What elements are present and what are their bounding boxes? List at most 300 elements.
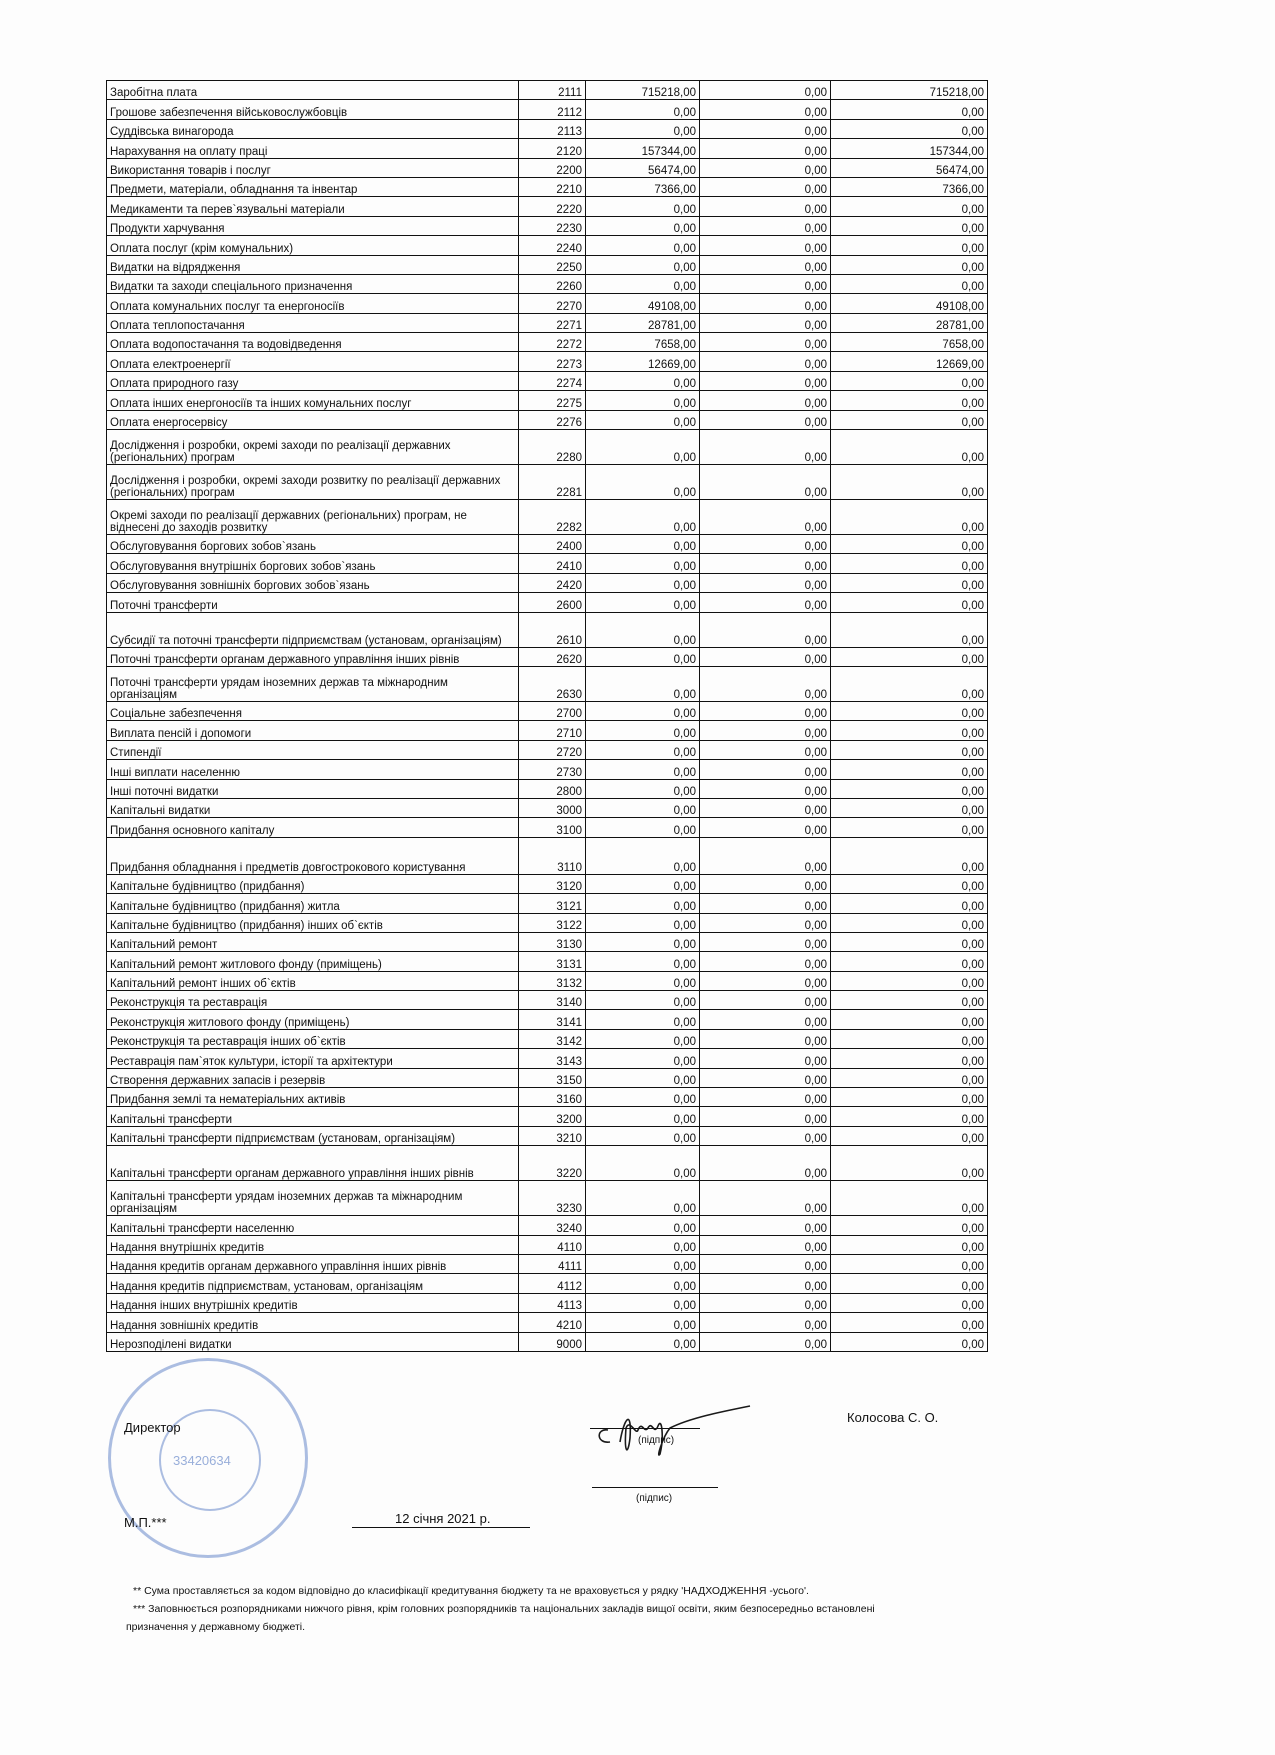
cell-v2: 0,00	[700, 666, 831, 701]
cell-code: 3160	[519, 1088, 586, 1107]
cell-v1: 0,00	[586, 535, 700, 554]
cell-code: 2800	[519, 779, 586, 798]
table-row	[107, 913, 988, 932]
cell-code: 2282	[519, 500, 586, 535]
cell-name: Надання кредитів органам державного управління інших рівнів	[107, 1254, 519, 1273]
cell-v1: 0,00	[586, 721, 700, 740]
cell-v2: 0,00	[700, 837, 831, 874]
stamp-code: 33420634	[173, 1453, 231, 1468]
table-row	[107, 1107, 988, 1126]
cell-name: Капітальне будівництво (придбання) житла	[107, 894, 519, 913]
cell-v3: 0,00	[831, 1126, 988, 1145]
cell-code: 2260	[519, 274, 586, 293]
table-row	[107, 554, 988, 573]
cell-v2: 0,00	[700, 573, 831, 592]
cell-v3: 0,00	[831, 1274, 988, 1293]
cell-code: 2220	[519, 197, 586, 216]
cell-name: Продукти харчування	[107, 216, 519, 235]
cell-v2: 0,00	[700, 874, 831, 893]
cell-v1: 0,00	[586, 593, 700, 612]
cell-v2: 0,00	[700, 100, 831, 119]
cell-v3: 0,00	[831, 119, 988, 138]
cell-code: 2280	[519, 430, 586, 465]
cell-v2: 0,00	[700, 177, 831, 196]
table-row	[107, 1029, 988, 1048]
cell-v2: 0,00	[700, 818, 831, 837]
cell-v2: 0,00	[700, 1332, 831, 1351]
cell-v2: 0,00	[700, 1126, 831, 1145]
cell-v2: 0,00	[700, 612, 831, 647]
footnote-1: ** Сума проставляється за кодом відповідно до класифікації кредитування бюджету та не враховується у рядку 'НАДХОДЖЕННЯ -усього'.	[133, 1585, 809, 1597]
table-row	[107, 294, 988, 313]
cell-v1: 0,00	[586, 236, 700, 255]
table-row	[107, 740, 988, 759]
cell-v2: 0,00	[700, 991, 831, 1010]
cell-code: 3140	[519, 991, 586, 1010]
cell-v1: 0,00	[586, 874, 700, 893]
cell-code: 4112	[519, 1274, 586, 1293]
cell-v1: 0,00	[586, 1274, 700, 1293]
cell-name: Придбання землі та нематеріальних активів	[107, 1088, 519, 1107]
table-row	[107, 573, 988, 592]
cell-v1: 0,00	[586, 1068, 700, 1087]
cell-code: 2630	[519, 666, 586, 701]
seal-label: М.П.***	[124, 1515, 167, 1530]
cell-name: Оплата енергосервісу	[107, 410, 519, 429]
cell-code: 2275	[519, 391, 586, 410]
cell-name: Оплата інших енергоносіїв та інших комунальних послуг	[107, 391, 519, 410]
cell-v3: 0,00	[831, 932, 988, 951]
cell-name: Капітальні трансферти	[107, 1107, 519, 1126]
cell-name: Субсидії та поточні трансферти підприємствам (установам, організаціям)	[107, 612, 519, 647]
cell-v2: 0,00	[700, 139, 831, 158]
cell-v2: 0,00	[700, 1313, 831, 1332]
table-row	[107, 1181, 988, 1216]
cell-code: 9000	[519, 1332, 586, 1351]
cell-name: Оплата природного газу	[107, 371, 519, 390]
cell-v1: 0,00	[586, 913, 700, 932]
cell-v1: 7366,00	[586, 177, 700, 196]
cell-v1: 0,00	[586, 798, 700, 817]
cell-v1: 0,00	[586, 740, 700, 759]
table-row	[107, 1293, 988, 1312]
signature-line-2	[592, 1487, 718, 1488]
cell-v2: 0,00	[700, 294, 831, 313]
table-row	[107, 874, 988, 893]
cell-v2: 0,00	[700, 410, 831, 429]
cell-v1: 0,00	[586, 818, 700, 837]
table-row	[107, 1049, 988, 1068]
cell-code: 2272	[519, 333, 586, 352]
cell-v1: 0,00	[586, 465, 700, 500]
cell-code: 2276	[519, 410, 586, 429]
table-row	[107, 1068, 988, 1087]
cell-v1: 0,00	[586, 894, 700, 913]
cell-code: 2274	[519, 371, 586, 390]
cell-v3: 0,00	[831, 740, 988, 759]
cell-v3: 0,00	[831, 991, 988, 1010]
cell-v3: 0,00	[831, 666, 988, 701]
cell-v2: 0,00	[700, 535, 831, 554]
cell-v3: 0,00	[831, 573, 988, 592]
cell-v1: 0,00	[586, 1181, 700, 1216]
cell-v3: 0,00	[831, 647, 988, 666]
cell-name: Капітальні трансферти населенню	[107, 1216, 519, 1235]
cell-code: 3200	[519, 1107, 586, 1126]
cell-name: Капітальне будівництво (придбання)	[107, 874, 519, 893]
cell-v1: 0,00	[586, 1216, 700, 1235]
cell-v3: 0,00	[831, 779, 988, 798]
cell-name: Оплата теплопостачання	[107, 313, 519, 332]
table-row	[107, 255, 988, 274]
table-row	[107, 952, 988, 971]
table-row	[107, 352, 988, 371]
cell-v2: 0,00	[700, 740, 831, 759]
cell-name: Надання кредитів підприємствам, установам, організаціям	[107, 1274, 519, 1293]
cell-v2: 0,00	[700, 500, 831, 535]
cell-v3: 0,00	[831, 1068, 988, 1087]
cell-code: 4210	[519, 1313, 586, 1332]
cell-v3: 0,00	[831, 430, 988, 465]
cell-code: 3132	[519, 971, 586, 990]
table-row	[107, 971, 988, 990]
cell-v2: 0,00	[700, 1274, 831, 1293]
cell-v1: 0,00	[586, 119, 700, 138]
cell-code: 2400	[519, 535, 586, 554]
table-row	[107, 100, 988, 119]
cell-name: Суддівська винагорода	[107, 119, 519, 138]
cell-v1: 715218,00	[586, 81, 700, 100]
cell-v1: 49108,00	[586, 294, 700, 313]
cell-v3: 0,00	[831, 894, 988, 913]
cell-v3: 0,00	[831, 1029, 988, 1048]
cell-v1: 0,00	[586, 1254, 700, 1273]
cell-v3: 157344,00	[831, 139, 988, 158]
table-row	[107, 535, 988, 554]
cell-v3: 0,00	[831, 612, 988, 647]
cell-code: 3141	[519, 1010, 586, 1029]
cell-v1: 0,00	[586, 255, 700, 274]
cell-v3: 28781,00	[831, 313, 988, 332]
table-row	[107, 500, 988, 535]
cell-v2: 0,00	[700, 1029, 831, 1048]
cell-v1: 0,00	[586, 1313, 700, 1332]
cell-v2: 0,00	[700, 391, 831, 410]
cell-v1: 0,00	[586, 573, 700, 592]
cell-name: Медикаменти та перев`язувальні матеріали	[107, 197, 519, 216]
cell-v3: 0,00	[831, 760, 988, 779]
cell-code: 3220	[519, 1146, 586, 1181]
cell-code: 2200	[519, 158, 586, 177]
table-row	[107, 1126, 988, 1145]
table-row	[107, 1010, 988, 1029]
cell-v3: 0,00	[831, 391, 988, 410]
cell-name: Поточні трансферти урядам іноземних держав та міжнародним організаціям	[107, 666, 519, 701]
cell-v3: 0,00	[831, 798, 988, 817]
cell-v3: 0,00	[831, 274, 988, 293]
cell-v2: 0,00	[700, 554, 831, 573]
cell-v1: 0,00	[586, 932, 700, 951]
cell-v2: 0,00	[700, 236, 831, 255]
cell-name: Грошове забезпечення військовослужбовців	[107, 100, 519, 119]
cell-v3: 0,00	[831, 952, 988, 971]
cell-v2: 0,00	[700, 721, 831, 740]
cell-name: Інші поточні видатки	[107, 779, 519, 798]
cell-v3: 0,00	[831, 593, 988, 612]
cell-name: Капітальний ремонт житлового фонду (приміщень)	[107, 952, 519, 971]
cell-name: Капітальні трансферти підприємствам (установам, організаціям)	[107, 1126, 519, 1145]
cell-v1: 0,00	[586, 1293, 700, 1312]
cell-v3: 0,00	[831, 971, 988, 990]
cell-v2: 0,00	[700, 913, 831, 932]
cell-name: Дослідження і розробки, окремі заходи по реалізації державних (регіональних) програм	[107, 430, 519, 465]
cell-v2: 0,00	[700, 313, 831, 332]
cell-name: Створення державних запасів і резервів	[107, 1068, 519, 1087]
table-row	[107, 760, 988, 779]
cell-v1: 0,00	[586, 647, 700, 666]
footnote-2: *** Заповнюється розпорядниками нижчого рівня, крім головних розпорядників та національних закладів вищої освіти, яким безпосередньо встановлені	[133, 1603, 875, 1615]
cell-v3: 0,00	[831, 1107, 988, 1126]
cell-v3: 0,00	[831, 818, 988, 837]
table-row	[107, 1313, 988, 1332]
cell-name: Капітальні трансферти органам державного управління інших рівнів	[107, 1146, 519, 1181]
cell-v1: 0,00	[586, 410, 700, 429]
cell-code: 2250	[519, 255, 586, 274]
table-row	[107, 991, 988, 1010]
cell-v2: 0,00	[700, 119, 831, 138]
cell-name: Нарахування на оплату праці	[107, 139, 519, 158]
table-row	[107, 1332, 988, 1351]
cell-v1: 0,00	[586, 666, 700, 701]
table-row	[107, 1216, 988, 1235]
table-row	[107, 647, 988, 666]
cell-name: Використання товарів і послуг	[107, 158, 519, 177]
table-row	[107, 313, 988, 332]
cell-v3: 0,00	[831, 100, 988, 119]
signature-caption-1: (підпис)	[638, 1435, 675, 1446]
cell-v2: 0,00	[700, 274, 831, 293]
cell-code: 2273	[519, 352, 586, 371]
cell-v2: 0,00	[700, 465, 831, 500]
cell-v3: 0,00	[831, 410, 988, 429]
cell-name: Надання інших внутрішніх кредитів	[107, 1293, 519, 1312]
cell-code: 2730	[519, 760, 586, 779]
cell-v3: 0,00	[831, 1235, 988, 1254]
cell-v3: 0,00	[831, 1146, 988, 1181]
cell-name: Соціальне забезпечення	[107, 701, 519, 720]
table-row	[107, 197, 988, 216]
cell-code: 2600	[519, 593, 586, 612]
table-row	[107, 274, 988, 293]
cell-code: 2271	[519, 313, 586, 332]
cell-v1: 0,00	[586, 971, 700, 990]
table-row	[107, 119, 988, 138]
table-row	[107, 158, 988, 177]
cell-v1: 0,00	[586, 837, 700, 874]
cell-name: Обслуговування боргових зобов`язань	[107, 535, 519, 554]
cell-v1: 0,00	[586, 391, 700, 410]
cell-code: 3122	[519, 913, 586, 932]
cell-v1: 0,00	[586, 779, 700, 798]
cell-name: Капітальний ремонт	[107, 932, 519, 951]
table-row	[107, 818, 988, 837]
cell-name: Інші виплати населенню	[107, 760, 519, 779]
cell-code: 2112	[519, 100, 586, 119]
cell-v3: 0,00	[831, 197, 988, 216]
cell-v3: 0,00	[831, 371, 988, 390]
cell-v2: 0,00	[700, 932, 831, 951]
table-row	[107, 666, 988, 701]
cell-v1: 0,00	[586, 1029, 700, 1048]
cell-v2: 0,00	[700, 593, 831, 612]
cell-v1: 0,00	[586, 100, 700, 119]
cell-code: 3130	[519, 932, 586, 951]
cell-name: Предмети, матеріали, обладнання та інвентар	[107, 177, 519, 196]
cell-name: Обслуговування внутрішніх боргових зобов`язань	[107, 554, 519, 573]
cell-code: 3142	[519, 1029, 586, 1048]
cell-v1: 0,00	[586, 1332, 700, 1351]
table-row	[107, 1274, 988, 1293]
cell-code: 2281	[519, 465, 586, 500]
cell-code: 3110	[519, 837, 586, 874]
cell-v2: 0,00	[700, 1181, 831, 1216]
cell-v3: 0,00	[831, 255, 988, 274]
cell-v1: 0,00	[586, 274, 700, 293]
cell-v1: 0,00	[586, 612, 700, 647]
cell-name: Реконструкція та реставрація інших об`єктів	[107, 1029, 519, 1048]
cell-v3: 0,00	[831, 1216, 988, 1235]
cell-v3: 7658,00	[831, 333, 988, 352]
cell-v1: 0,00	[586, 430, 700, 465]
cell-v2: 0,00	[700, 197, 831, 216]
cell-name: Оплата послуг (крім комунальних)	[107, 236, 519, 255]
cell-v2: 0,00	[700, 430, 831, 465]
cell-v1: 0,00	[586, 1126, 700, 1145]
cell-name: Капітальне будівництво (придбання) інших об`єктів	[107, 913, 519, 932]
cell-v3: 0,00	[831, 1049, 988, 1068]
cell-code: 2710	[519, 721, 586, 740]
cell-v2: 0,00	[700, 352, 831, 371]
table-row	[107, 139, 988, 158]
signature-line-1	[590, 1428, 700, 1429]
cell-v3: 0,00	[831, 721, 988, 740]
table-row	[107, 721, 988, 740]
cell-v1: 0,00	[586, 371, 700, 390]
table-row	[107, 1235, 988, 1254]
cell-name: Надання зовнішніх кредитів	[107, 1313, 519, 1332]
cell-code: 2410	[519, 554, 586, 573]
cell-code: 2620	[519, 647, 586, 666]
cell-v2: 0,00	[700, 1088, 831, 1107]
cell-v2: 0,00	[700, 779, 831, 798]
signature-caption-2: (підпис)	[636, 1493, 673, 1504]
cell-code: 3143	[519, 1049, 586, 1068]
cell-v1: 0,00	[586, 1010, 700, 1029]
footnote-2-cont: призначення у державному бюджеті.	[126, 1621, 306, 1633]
cell-v2: 0,00	[700, 798, 831, 817]
cell-v3: 7366,00	[831, 177, 988, 196]
cell-code: 3210	[519, 1126, 586, 1145]
cell-code: 2420	[519, 573, 586, 592]
table-row	[107, 837, 988, 874]
cell-v3: 0,00	[831, 1088, 988, 1107]
cell-v1: 0,00	[586, 1146, 700, 1181]
cell-code: 3150	[519, 1068, 586, 1087]
cell-code: 3100	[519, 818, 586, 837]
cell-v3: 0,00	[831, 1293, 988, 1312]
cell-code: 3230	[519, 1181, 586, 1216]
cell-code: 2720	[519, 740, 586, 759]
table-row	[107, 81, 988, 100]
cell-name: Надання внутрішніх кредитів	[107, 1235, 519, 1254]
cell-name: Оплата комунальних послуг та енергоносіїв	[107, 294, 519, 313]
cell-v3: 0,00	[831, 874, 988, 893]
cell-v1: 0,00	[586, 1107, 700, 1126]
cell-name: Видатки на відрядження	[107, 255, 519, 274]
table-row	[107, 465, 988, 500]
table-row	[107, 430, 988, 465]
cell-code: 2700	[519, 701, 586, 720]
cell-v3: 0,00	[831, 913, 988, 932]
cell-name: Оплата електроенергії	[107, 352, 519, 371]
table-row	[107, 177, 988, 196]
cell-code: 2270	[519, 294, 586, 313]
cell-name: Заробітна плата	[107, 81, 519, 100]
cell-v3: 0,00	[831, 1332, 988, 1351]
cell-v1: 12669,00	[586, 352, 700, 371]
cell-v2: 0,00	[700, 216, 831, 235]
cell-name: Реконструкція житлового фонду (приміщень)	[107, 1010, 519, 1029]
cell-v3: 0,00	[831, 465, 988, 500]
table-row	[107, 932, 988, 951]
cell-v1: 0,00	[586, 554, 700, 573]
cell-v2: 0,00	[700, 647, 831, 666]
cell-code: 4111	[519, 1254, 586, 1273]
cell-code: 2120	[519, 139, 586, 158]
cell-v1: 28781,00	[586, 313, 700, 332]
cell-code: 2210	[519, 177, 586, 196]
cell-name: Оплата водопостачання та водовідведення	[107, 333, 519, 352]
cell-v2: 0,00	[700, 1293, 831, 1312]
cell-v2: 0,00	[700, 1010, 831, 1029]
table-row	[107, 236, 988, 255]
cell-code: 2113	[519, 119, 586, 138]
cell-v2: 0,00	[700, 333, 831, 352]
cell-v3: 0,00	[831, 535, 988, 554]
date-line	[352, 1527, 530, 1528]
cell-v2: 0,00	[700, 81, 831, 100]
cell-v2: 0,00	[700, 760, 831, 779]
cell-v3: 0,00	[831, 1313, 988, 1332]
cell-code: 2230	[519, 216, 586, 235]
cell-name: Реконструкція та реставрація	[107, 991, 519, 1010]
cell-name: Виплата пенсій і допомоги	[107, 721, 519, 740]
cell-name: Поточні трансферти	[107, 593, 519, 612]
cell-v1: 0,00	[586, 197, 700, 216]
cell-v2: 0,00	[700, 1216, 831, 1235]
cell-v3: 0,00	[831, 837, 988, 874]
cell-v3: 0,00	[831, 1010, 988, 1029]
cell-v2: 0,00	[700, 1235, 831, 1254]
cell-v1: 0,00	[586, 1088, 700, 1107]
table-row	[107, 391, 988, 410]
date-text: 12 січня 2021 р.	[395, 1511, 491, 1526]
table-row	[107, 371, 988, 390]
table-row	[107, 779, 988, 798]
cell-v3: 12669,00	[831, 352, 988, 371]
cell-code: 3120	[519, 874, 586, 893]
cell-code: 3240	[519, 1216, 586, 1235]
